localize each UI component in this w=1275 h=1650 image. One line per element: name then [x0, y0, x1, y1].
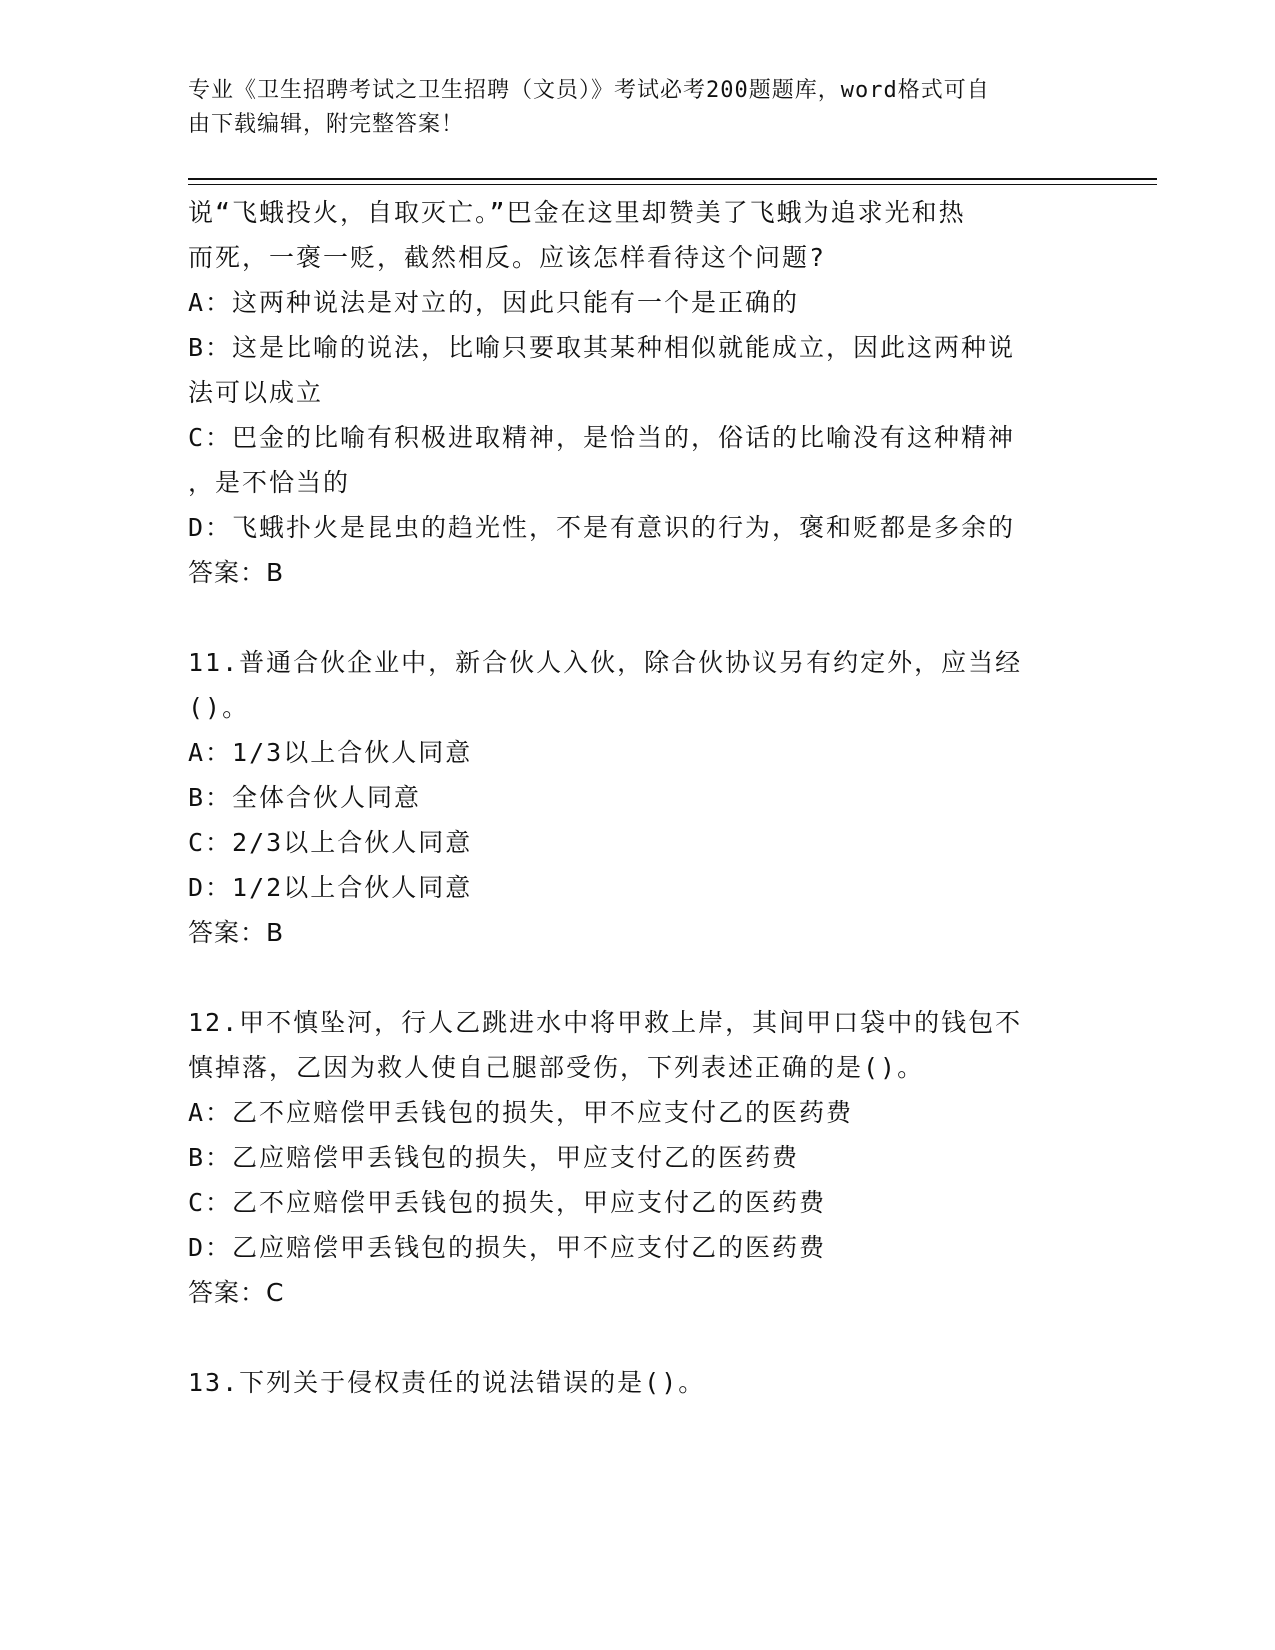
header-divider-thin [188, 184, 1157, 185]
option-b: B：全体合伙人同意 [188, 783, 422, 812]
option-b-continued: 法可以成立 [188, 378, 324, 407]
spacer [188, 955, 1088, 1000]
answer-label: 答案：C [188, 1278, 285, 1307]
question-stem-line: 11.普通合伙企业中，新合伙人入伙，除合伙协议另有约定外，应当经 [188, 648, 1023, 677]
option-c: C：巴金的比喻有积极进取精神，是恰当的，俗话的比喻没有这种精神 [188, 423, 1016, 452]
option-c-continued: ，是不恰当的 [188, 468, 351, 497]
question-list [188, 190, 1088, 1405]
question-stem-line: ()。 [188, 693, 250, 722]
question-11 [188, 640, 1088, 955]
question-stem-line: 12.甲不慎坠河，行人乙跳进水中将甲救上岸，其间甲口袋中的钱包不 [188, 1008, 1023, 1037]
option-d: D：飞蛾扑火是昆虫的趋光性，不是有意识的行为，褒和贬都是多余的 [188, 513, 1016, 542]
option-a: A：乙不应赔偿甲丢钱包的损失，甲不应支付乙的医药费 [188, 1098, 854, 1127]
question-stem-line: 13.下列关于侵权责任的说法错误的是()。 [188, 1368, 706, 1397]
header-divider-thick [188, 178, 1157, 180]
question-13 [188, 1360, 1088, 1405]
question-stem-line: 慎掉落，乙因为救人使自己腿部受伤，下列表述正确的是()。 [188, 1053, 925, 1082]
spacer [188, 1315, 1088, 1360]
header-title-line-2: 由下载编辑，附完整答案！ [188, 112, 465, 137]
option-b: B：乙应赔偿甲丢钱包的损失，甲应支付乙的医药费 [188, 1143, 800, 1172]
option-c: C：2/3以上合伙人同意 [188, 828, 473, 857]
question-10 [188, 190, 1088, 595]
option-b: B：这是比喻的说法，比喻只要取其某种相似就能成立，因此这两种说 [188, 333, 1016, 362]
header-title-line-1: 专业《卫生招聘考试之卫生招聘（文员）》考试必考200题题库，word格式可自 [188, 78, 990, 103]
question-12 [188, 1000, 1088, 1315]
option-d: D：乙应赔偿甲丢钱包的损失，甲不应支付乙的医药费 [188, 1233, 827, 1262]
spacer [188, 595, 1088, 640]
question-stem-line: 说“飞蛾投火，自取灭亡。”巴金在这里却赞美了飞蛾为追求光和热 [188, 198, 966, 227]
option-c: C：乙不应赔偿甲丢钱包的损失，甲应支付乙的医药费 [188, 1188, 827, 1217]
option-d: D：1/2以上合伙人同意 [188, 873, 473, 902]
answer-label: 答案：B [188, 918, 285, 947]
option-a: A：这两种说法是对立的，因此只能有一个是正确的 [188, 288, 800, 317]
question-stem-line: 而死，一褒一贬，截然相反。应该怎样看待这个问题? [188, 243, 827, 272]
document-header [188, 74, 1088, 142]
answer-label: 答案：B [188, 558, 285, 587]
option-a: A：1/3以上合伙人同意 [188, 738, 473, 767]
